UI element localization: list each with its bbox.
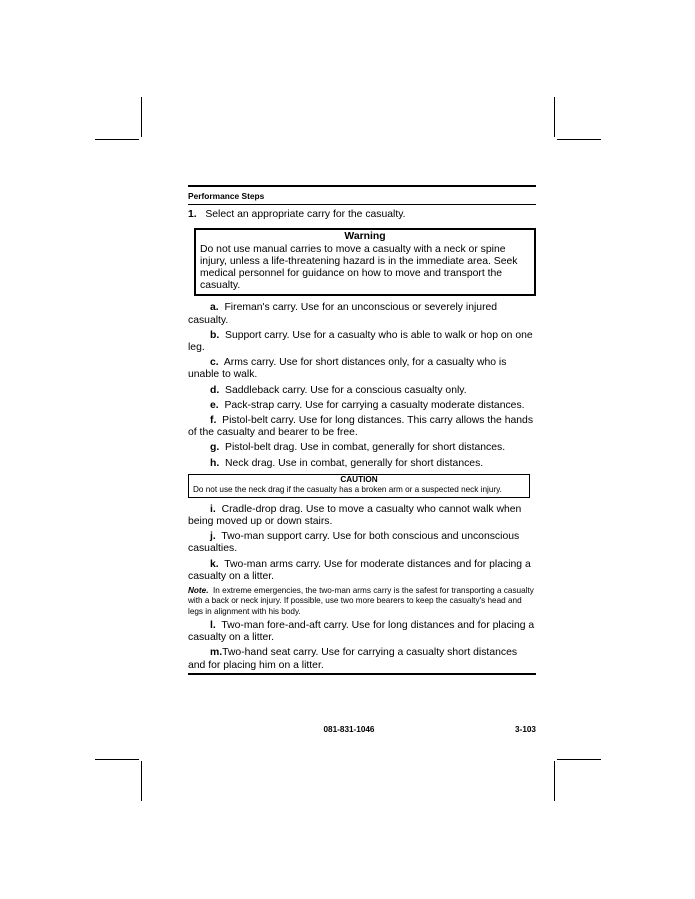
list-item: [188, 357, 536, 381]
carry-list-c: [188, 620, 536, 672]
crop-mark-top-left-horizontal: [95, 139, 139, 140]
item-letter: h.: [210, 457, 220, 469]
page-number: 3-103: [515, 725, 536, 734]
item-text: Pistol-belt drag. Use in combat, generally for short distances.: [225, 442, 506, 454]
crop-mark-bottom-left-vertical: [141, 761, 142, 801]
list-item: [188, 531, 536, 555]
item-text: Two-man support carry. Use for both conscious and unconscious casualties.: [188, 531, 520, 555]
list-item: [188, 458, 536, 470]
crop-mark-bottom-left-horizontal: [95, 759, 139, 760]
item-text: Arms carry. Use for short distances only, for a casualty who is unable to walk.: [188, 357, 507, 381]
section-heading: Performance Steps: [188, 187, 536, 205]
item-text: Two-man arms carry. Use for moderate distances and for placing a casualty on a litter.: [188, 558, 531, 582]
item-text: Two-hand seat carry. Use for carrying a casualty short distances and for placing him on a litter.: [188, 647, 518, 671]
list-item: [188, 330, 536, 354]
list-item: [188, 620, 536, 644]
list-item: [188, 504, 536, 528]
page-content: [188, 185, 536, 675]
document-number: 081-831-1046: [323, 725, 375, 734]
item-letter: c.: [210, 357, 219, 369]
item-text: Two-man fore-and-aft carry. Use for long distances and for placing a casualty on a litter.: [188, 619, 535, 644]
list-item: [188, 385, 536, 397]
crop-mark-bottom-right-horizontal: [557, 759, 601, 760]
item-letter: e.: [210, 399, 219, 411]
item-letter: i.: [210, 503, 216, 515]
note-text: In extreme emergencies, the two-man arms carry is the safest for transporting a casualty with a back or neck injury. If possible, use two more bearers to keep the casualty's head and legs in alignment with his body.: [188, 586, 534, 616]
item-letter: m.: [210, 647, 223, 659]
item-letter: b.: [210, 329, 220, 341]
step-1: [188, 209, 536, 221]
carry-list-b: [188, 504, 536, 583]
item-text: Support carry. Use for a casualty who is able to walk or hop on one leg.: [188, 329, 533, 354]
item-text: Neck drag. Use in combat, generally for short distances.: [225, 457, 484, 469]
caution-title: CAUTION: [340, 474, 378, 484]
crop-mark-top-right-vertical: [554, 97, 555, 137]
caution-box: [188, 474, 530, 498]
item-letter: f.: [210, 415, 217, 427]
list-item: [188, 647, 536, 671]
carry-list-a: [188, 302, 536, 469]
crop-mark-top-left-vertical: [141, 97, 142, 137]
crop-mark-top-right-horizontal: [557, 139, 601, 140]
step-text: Select an appropriate carry for the casualty.: [205, 209, 406, 221]
item-letter: k.: [210, 558, 219, 570]
list-item: [188, 442, 536, 454]
note-label: Note.: [188, 586, 209, 596]
warning-title: Warning: [344, 231, 386, 243]
warning-box: [194, 228, 536, 296]
crop-mark-bottom-right-vertical: [554, 761, 555, 801]
bottom-rule: [188, 673, 536, 675]
item-letter: j.: [210, 531, 216, 543]
item-text: Pistol-belt carry. Use for long distances. This carry allows the hands of the casualty and bearer to be free.: [188, 415, 534, 439]
list-item: [188, 415, 536, 439]
step-number: 1.: [188, 209, 197, 221]
item-letter: a.: [210, 302, 219, 314]
list-item: [188, 400, 536, 412]
item-letter: g.: [210, 442, 220, 454]
note: [188, 586, 536, 617]
list-item: [188, 559, 536, 583]
caution-text: Do not use the neck drag if the casualty has a broken arm or a suspected neck injury.: [193, 484, 502, 494]
item-letter: l.: [210, 619, 216, 631]
item-text: Cradle-drop drag. Use to move a casualty who cannot walk when being moved up or down stairs.: [188, 503, 522, 528]
item-text: Pack-strap carry. Use for carrying a casualty moderate distances.: [224, 399, 525, 411]
item-text: Fireman's carry. Use for an unconscious or severely injured casualty.: [188, 302, 498, 326]
list-item: [188, 302, 536, 326]
warning-text: Do not use manual carries to move a casualty with a neck or spine injury, unless a life-threatening hazard is in the immediate area. Seek medical personnel for guidance on how to move and transport the casualty.: [200, 243, 518, 292]
item-text: Saddleback carry. Use for a conscious casualty only.: [225, 384, 467, 396]
item-letter: d.: [210, 384, 220, 396]
